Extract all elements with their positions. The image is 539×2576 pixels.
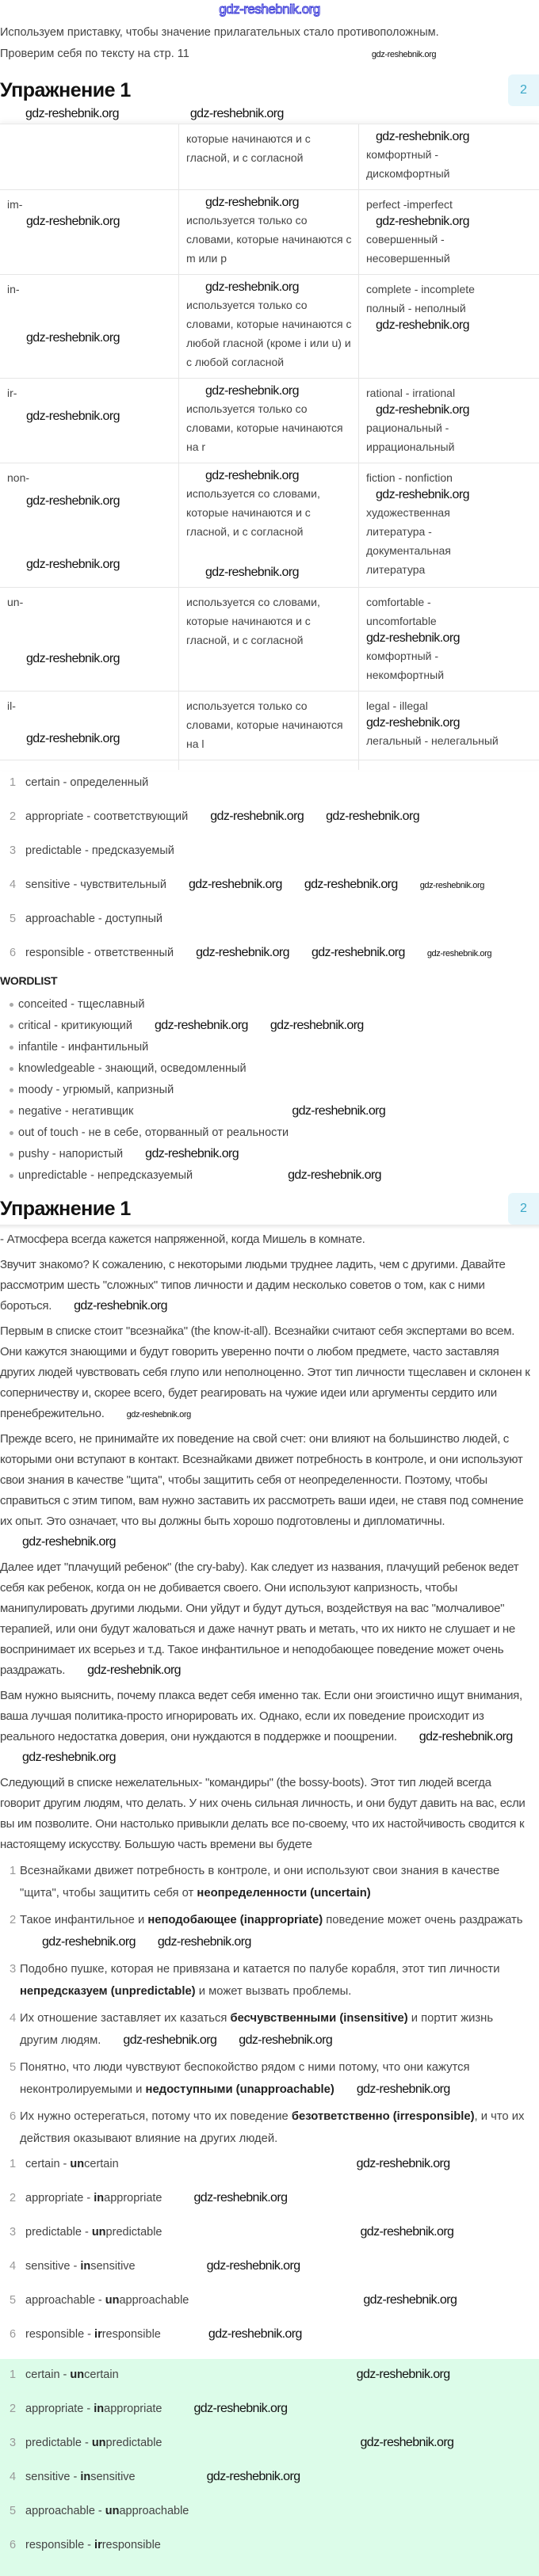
table-row bbox=[0, 190, 539, 275]
item-number: 2 bbox=[10, 810, 17, 823]
item-number: 6 bbox=[10, 2110, 17, 2123]
section-1-page-badge[interactable]: 2 bbox=[508, 74, 539, 106]
rule-text: используется со словами, которые начинаются и с гласной, и с согласной bbox=[186, 596, 320, 646]
item-number: 1 bbox=[10, 2158, 17, 2170]
watermark: gdz-reshebnik.org bbox=[376, 318, 469, 332]
prefix-text: ir- bbox=[7, 387, 17, 399]
watermark: gdz-reshebnik.org bbox=[26, 732, 120, 745]
answer-item bbox=[0, 2105, 533, 2150]
answer-highlight: бесчувственными (insensitive) bbox=[230, 2012, 408, 2025]
rule-text: которые начинаются и с гласной, и с согласной bbox=[186, 132, 311, 164]
prefix-cell bbox=[0, 463, 179, 587]
answer-highlight: неподобающее (inappropriate) bbox=[147, 1914, 323, 1926]
watermark: gdz-reshebnik.org bbox=[270, 1019, 364, 1032]
item-text: responsible - ответственный bbox=[25, 947, 174, 959]
item-text: approachable - доступный bbox=[25, 913, 162, 925]
wordlist-item bbox=[0, 1103, 539, 1124]
paragraph bbox=[0, 1229, 533, 1250]
item-number: 5 bbox=[10, 2294, 17, 2307]
bullet-icon bbox=[10, 1131, 13, 1135]
watermark: gdz-reshebnik.org bbox=[22, 1751, 116, 1764]
pair-prefix: un bbox=[105, 2294, 120, 2307]
answer-text: Понятно, что люди чувствуют беспокойство рядом с ними потому, что они кажутся неконтролируемыми и bbox=[20, 2061, 470, 2096]
watermark: gdz-reshebnik.org bbox=[205, 384, 299, 398]
item-number: 5 bbox=[10, 913, 17, 925]
wordlist-title: WORDLIST bbox=[0, 974, 58, 987]
paragraph bbox=[0, 1255, 533, 1317]
rule-cell bbox=[179, 275, 359, 378]
wordlist-text: out of touch - не в себе, оторванный от реальности bbox=[18, 1126, 289, 1139]
paragraph-text: Вам нужно выяснить, почему плакса ведет себя именно так. Если они эгоистично ищут внимания, ваша лучшая политика-просто игнорировать их. Однако, если их поведение происходит из реального недостатка доверия, они нуждаются в поддержке и поощрении. bbox=[0, 1689, 522, 1743]
watermark: gdz-reshebnik.org bbox=[26, 652, 120, 665]
item-number: 3 bbox=[10, 2226, 17, 2239]
item-number: 6 bbox=[10, 947, 17, 959]
prefix-cell bbox=[0, 124, 179, 189]
section-2-title: Упражнение 1 bbox=[0, 1198, 131, 1220]
list-item bbox=[0, 943, 539, 967]
rule-cell bbox=[179, 692, 359, 760]
watermark: gdz-reshebnik.org bbox=[145, 1147, 239, 1160]
prefix-cell bbox=[0, 190, 179, 274]
prefix-table bbox=[0, 124, 539, 770]
pair-prefix: in bbox=[94, 2192, 105, 2204]
pair-base: predictable - bbox=[25, 2437, 92, 2449]
article-text bbox=[0, 1229, 533, 1855]
item-number: 4 bbox=[10, 2260, 17, 2273]
watermark: gdz-reshebnik.org bbox=[363, 2293, 457, 2307]
pair-item bbox=[0, 2325, 539, 2359]
prefix-text: non- bbox=[7, 471, 30, 484]
empty-cell bbox=[0, 760, 179, 770]
watermark: gdz-reshebnik.org bbox=[193, 2191, 288, 2204]
item-number: 3 bbox=[10, 2437, 17, 2449]
section-2-header bbox=[0, 1193, 539, 1225]
example-ru: комфортный - некомфортный bbox=[366, 650, 445, 681]
example-en: fiction - nonfiction bbox=[366, 471, 453, 484]
pair-item bbox=[0, 2365, 539, 2399]
paragraph-text: Прежде всего, не принимайте их поведение на свой счет: они влияют на большинство людей, с которыми они вступают в контакт. Всезнайками движет потребность в контроле, и они используют свои знания в качестве "щита", чтобы защитить себя от неопределенности. Поэтому, чтобы справиться с этим типом, вам нужно заставить их рассмотреть ваши идеи, не ставя под сомнение их опыт. Это означает, что вы должны быть хорошо подготовлены и дипломатичны. bbox=[0, 1432, 524, 1528]
empty-cell bbox=[359, 760, 539, 770]
watermark: gdz-reshebnik.org bbox=[356, 2083, 450, 2096]
watermark: gdz-reshebnik.org bbox=[288, 1168, 381, 1182]
list-item bbox=[0, 807, 539, 841]
intro-line-2: Проверим себя по тексту на стр. 11 bbox=[0, 48, 189, 60]
rule-cell bbox=[179, 124, 359, 189]
pair-base: certain - bbox=[25, 2368, 71, 2381]
answer-body bbox=[0, 1909, 533, 1953]
watermark: gdz-reshebnik.org bbox=[154, 1019, 248, 1032]
answer-text: и портит жизнь другим людям. bbox=[20, 2012, 494, 2047]
table-row bbox=[0, 379, 539, 463]
example-ru: рациональный - иррациональный bbox=[366, 421, 455, 453]
watermark: gdz-reshebnik.org bbox=[210, 810, 304, 823]
wordlist-text: infantile - инфантильный bbox=[18, 1041, 149, 1054]
watermark: gdz-reshebnik.org bbox=[206, 2259, 300, 2273]
answer-highlight: безответственно (irresponsible) bbox=[291, 2110, 475, 2123]
prefix-cell bbox=[0, 588, 179, 691]
section-1-header bbox=[0, 74, 539, 106]
item-number: 6 bbox=[10, 2328, 17, 2341]
item-number: 5 bbox=[10, 2061, 17, 2074]
answer-text: Подобно пушке, которая не привязана и катается по палубе корабля, этот тип личности bbox=[20, 1963, 500, 1976]
pair-rest: appropriate bbox=[104, 2192, 162, 2204]
watermark: gdz-reshebnik.org bbox=[376, 215, 469, 228]
wordlist-text: pushy - напористый bbox=[18, 1148, 124, 1160]
wordlist-text: knowledgeable - знающий, осведомленный bbox=[18, 1062, 247, 1075]
wordlist-item bbox=[0, 1038, 539, 1060]
pair-rest: certain bbox=[84, 2158, 119, 2170]
example-en: perfect -imperfect bbox=[366, 198, 453, 211]
bullet-icon bbox=[10, 1088, 13, 1092]
rule-text: используется только со словами, которые начинаются на r bbox=[186, 402, 343, 453]
item-number: 2 bbox=[10, 1914, 17, 1926]
bullet-icon bbox=[10, 1024, 13, 1028]
rule-cell bbox=[179, 379, 359, 463]
bullet-icon bbox=[10, 1153, 13, 1157]
item-number: 1 bbox=[10, 776, 17, 789]
answer-text: Всезнайками движет потребность в контроле, и они используют свои знания в качестве "щита", чтобы защитить себя от bbox=[20, 1865, 500, 1900]
watermark: gdz-reshebnik.org bbox=[205, 566, 299, 579]
answer-highlight: непредсказуем (unpredictable) bbox=[20, 1985, 196, 1998]
wordlist-text: unpredictable - непредсказуемый bbox=[18, 1169, 193, 1182]
list-item bbox=[0, 841, 539, 875]
paragraph bbox=[0, 1429, 533, 1553]
section-2-page-badge[interactable]: 2 bbox=[508, 1193, 539, 1225]
answer-item bbox=[0, 1860, 533, 1904]
pair-prefix: un bbox=[91, 2437, 106, 2449]
item-number: 6 bbox=[10, 2539, 17, 2551]
item-number: 2 bbox=[10, 2192, 17, 2204]
watermark: gdz-reshebnik.org bbox=[376, 403, 469, 417]
item-number: 4 bbox=[10, 2012, 17, 2025]
pair-rest: certain bbox=[84, 2368, 119, 2381]
item-number: 1 bbox=[10, 1865, 17, 1877]
wordlist bbox=[0, 996, 539, 1188]
answer-text: Такое инфантильное и bbox=[20, 1914, 148, 1926]
example-en: complete - incomplete bbox=[366, 283, 475, 295]
answer-item bbox=[0, 2007, 533, 2052]
prefix-cell bbox=[0, 379, 179, 463]
watermark: gdz-reshebnik.org bbox=[74, 1299, 167, 1313]
wordlist-item bbox=[0, 1167, 539, 1188]
prefix-text: un- bbox=[7, 596, 24, 608]
pair-rest: predictable bbox=[105, 2226, 162, 2239]
pair-prefix: un bbox=[70, 2158, 85, 2170]
watermark: gdz-reshebnik.org bbox=[126, 1410, 191, 1419]
item-number: 3 bbox=[10, 844, 17, 857]
item-text: certain - определенный bbox=[25, 776, 149, 789]
watermark: gdz-reshebnik.org bbox=[356, 2368, 450, 2381]
example-cell bbox=[359, 124, 539, 189]
watermark: gdz-reshebnik.org bbox=[26, 410, 120, 423]
item-number: 1 bbox=[10, 2368, 17, 2381]
watermark: gdz-reshebnik.org bbox=[326, 810, 419, 823]
watermark: gdz-reshebnik.org bbox=[26, 215, 120, 228]
prefix-cell bbox=[0, 692, 179, 760]
watermark: gdz-reshebnik.org bbox=[205, 196, 299, 209]
watermark: gdz-reshebnik.org bbox=[356, 2157, 450, 2170]
pair-prefix: in bbox=[80, 2471, 91, 2483]
intro-line-1: Используем приставку, чтобы значение прилагательных стало противоположным. bbox=[0, 26, 439, 39]
watermark: gdz-reshebnik.org bbox=[292, 1104, 386, 1118]
rule-text: используется только со словами, которые начинаются с m или p bbox=[186, 214, 352, 265]
pair-base: sensitive - bbox=[25, 2471, 81, 2483]
wordlist-item bbox=[0, 996, 539, 1017]
pair-prefix: ir bbox=[94, 2539, 102, 2551]
pair-prefix: in bbox=[94, 2403, 105, 2415]
example-cell bbox=[359, 379, 539, 463]
pair-prefix: ir bbox=[94, 2328, 102, 2341]
example-cell bbox=[359, 275, 539, 378]
rule-text: используется со словами, которые начинаются и с гласной, и с согласной bbox=[186, 487, 320, 538]
watermark: gdz-reshebnik.org bbox=[208, 2327, 302, 2341]
pair-rest: responsible bbox=[101, 2539, 161, 2551]
watermark: gdz-reshebnik.org bbox=[376, 130, 469, 143]
example-cell bbox=[359, 463, 539, 587]
watermark: gdz-reshebnik.org bbox=[196, 946, 289, 959]
watermark: gdz-reshebnik.org bbox=[239, 2033, 333, 2047]
wordlist-item bbox=[0, 1017, 539, 1038]
item-number: 4 bbox=[10, 878, 17, 891]
example-ru: комфортный - дискомфортный bbox=[366, 148, 450, 180]
watermark: gdz-reshebnik.org bbox=[189, 107, 284, 120]
pair-item bbox=[0, 2502, 539, 2536]
pair-rest: predictable bbox=[105, 2437, 162, 2449]
bullet-icon bbox=[10, 1003, 13, 1007]
rule-cell bbox=[179, 463, 359, 587]
watermark: gdz-reshebnik.org bbox=[419, 1730, 513, 1743]
watermark: gdz-reshebnik.org bbox=[205, 469, 299, 482]
item-number: 4 bbox=[10, 2471, 17, 2483]
paragraph-text: Далее идет "плачущий ребенок" (the cry-baby). Как следует из названия, плачущий ребенок ведет себя как ребенок, когда он не добивается своего. Они используют капризность, чтобы манипулировать другими людьми. Они уйдут и будут дуться, воздействуя на вас "молчаливое" терапией, или они будут жаловаться и даже начнут рвать и метать, что их никто не слушает и не воспринимает их всерьез и т.д. Такое инфантильное и неподобающее поведение может очень раздражать. bbox=[0, 1560, 519, 1677]
answer-text: поведение может очень раздражать bbox=[323, 1914, 523, 1926]
watermark: gdz-reshebnik.org bbox=[26, 558, 120, 571]
section-1-title: Упражнение 1 bbox=[0, 79, 131, 101]
paragraph-text: Звучит знакомо? К сожалению, с некоторыми людьми труднее ладить, чем с другими. Давайте рассмотрим шесть "сложных" типов личности и дадим несколько советов о том, как с ними бороться. bbox=[0, 1258, 506, 1313]
wordlist-item bbox=[0, 1124, 539, 1145]
item-text: predictable - предсказуемый bbox=[25, 844, 174, 857]
answer-item bbox=[0, 2056, 533, 2101]
pair-prefix: in bbox=[80, 2260, 91, 2273]
paragraph bbox=[0, 1773, 533, 1855]
paragraph-text: Первым в списке стоит "всезнайка" (the know-it-all). Всезнайки считают себя экспертами во всем. Они кажутся знающими и будут говорить уверенно почти о любом предмете, часто заставляя других людей чувствовать себя глупо или неполноценно. Этот тип личности тщеславен и склонен к соперничеству и, скорее всего, будет реагировать на чужие идеи или аргументы сердито или пренебрежительно. bbox=[0, 1324, 530, 1420]
table-row bbox=[0, 588, 539, 692]
rule-cell bbox=[179, 190, 359, 274]
pair-item bbox=[0, 2189, 539, 2223]
watermark: gdz-reshebnik.org bbox=[206, 2470, 300, 2483]
watermark-row bbox=[0, 106, 539, 124]
wordlist-item bbox=[0, 1081, 539, 1103]
watermark: gdz-reshebnik.org bbox=[360, 2225, 454, 2239]
prefix-text: in- bbox=[7, 283, 20, 295]
example-cell bbox=[359, 190, 539, 274]
example-en: comfortable - uncomfortable bbox=[366, 596, 437, 627]
watermark: gdz-reshebnik.org bbox=[360, 2436, 454, 2449]
answer-text: и может вызвать проблемы. bbox=[195, 1985, 352, 1998]
prefix-cell bbox=[0, 275, 179, 378]
watermark: gdz-reshebnik.org bbox=[419, 881, 484, 890]
answer-box bbox=[0, 2359, 539, 2576]
answer-body bbox=[0, 1860, 533, 1904]
item-number: 5 bbox=[10, 2505, 17, 2517]
rule-text: используется только со словами, которые начинаются с любой гласной (кроме i или u) и с любой согласной bbox=[186, 299, 352, 368]
example-ru: совершенный - несовершенный bbox=[366, 233, 450, 265]
pair-base: appropriate - bbox=[25, 2403, 94, 2415]
watermark: gdz-reshebnik.org bbox=[25, 107, 119, 120]
rule-text: используется только со словами, которые начинаются на l bbox=[186, 699, 343, 750]
pair-rest: sensitive bbox=[90, 2471, 136, 2483]
answer-highlight: неопределенности (uncertain) bbox=[197, 1887, 371, 1900]
pair-base: approachable - bbox=[25, 2294, 105, 2307]
intro-line-2-row bbox=[0, 44, 539, 65]
prefix-text: im- bbox=[7, 198, 23, 211]
watermark: gdz-reshebnik.org bbox=[157, 1935, 251, 1949]
pair-base: responsible - bbox=[25, 2539, 95, 2551]
pair-rest: sensitive bbox=[90, 2260, 136, 2273]
site-logo-watermark: gdz-reshebnik.org bbox=[219, 2, 320, 17]
paragraph bbox=[0, 1557, 533, 1681]
watermark: gdz-reshebnik.org bbox=[304, 878, 398, 891]
pair-prefix: un bbox=[91, 2226, 106, 2239]
example-en: rational - irrational bbox=[366, 387, 456, 399]
answer-text: , и что их действия оказывают влияние на других людей. bbox=[20, 2110, 525, 2145]
list-item bbox=[0, 773, 539, 807]
answer-item bbox=[0, 1909, 533, 1953]
pair-rest: appropriate bbox=[104, 2403, 162, 2415]
answer-body bbox=[0, 2007, 533, 2052]
table-row bbox=[0, 124, 539, 190]
wordlist-text: critical - критикующий bbox=[18, 1019, 132, 1032]
watermark: gdz-reshebnik.org bbox=[42, 1935, 136, 1949]
watermark: gdz-reshebnik.org bbox=[371, 50, 437, 59]
table-row-partial bbox=[0, 760, 539, 770]
watermark: gdz-reshebnik.org bbox=[205, 280, 299, 294]
paragraph-text: Следующий в списке нежелательных- "командиры" (the bossy-boots). Этот тип людей всегда говорит другим людям, что делать. У них очень сильная личность, и они будут давить на вас, если вы им позволите. Они настолько привыкли делать все по-своему, что их настойчивость сводится к настоящему искусству. Большую часть времени вы будете bbox=[0, 1776, 526, 1851]
pair-rest: responsible bbox=[101, 2328, 161, 2341]
rule-cell bbox=[179, 588, 359, 691]
watermark: gdz-reshebnik.org bbox=[193, 2402, 288, 2415]
pair-prefix: un bbox=[105, 2505, 120, 2517]
answer-text: Их нужно остерегаться, потому что их поведение bbox=[20, 2110, 292, 2123]
watermark: gdz-reshebnik.org bbox=[26, 331, 120, 345]
bullet-icon bbox=[10, 1046, 13, 1050]
example-cell bbox=[359, 588, 539, 691]
example-ru: полный - неполный bbox=[366, 302, 466, 314]
pair-item bbox=[0, 2433, 539, 2467]
paragraph bbox=[0, 1321, 533, 1424]
example-cell bbox=[359, 692, 539, 760]
watermark: gdz-reshebnik.org bbox=[26, 494, 120, 508]
wordlist-text: moody - угрюмый, капризный bbox=[18, 1084, 174, 1096]
item-number: 3 bbox=[10, 1963, 17, 1976]
answers-list bbox=[0, 1860, 539, 2150]
pair-base: responsible - bbox=[25, 2328, 95, 2341]
answer-body bbox=[0, 1958, 533, 2002]
pairs-list bbox=[0, 2155, 539, 2359]
watermark: gdz-reshebnik.org bbox=[426, 949, 492, 958]
pair-prefix: un bbox=[70, 2368, 85, 2381]
example-en: legal - illegal bbox=[366, 699, 428, 712]
answer-item bbox=[0, 1958, 533, 2002]
example-ru: художественная литература - документальная литература bbox=[366, 506, 451, 576]
pair-base: predictable - bbox=[25, 2226, 92, 2239]
answer-body bbox=[0, 2056, 533, 2101]
item-text: sensitive - чувствительный bbox=[25, 878, 166, 891]
answer-body bbox=[0, 2105, 533, 2150]
pair-rest: approachable bbox=[119, 2505, 189, 2517]
bullet-icon bbox=[10, 1067, 13, 1071]
translation-list bbox=[0, 773, 539, 967]
wordlist-text: negative - негативщик bbox=[18, 1105, 134, 1118]
answer-highlight: недоступными (unapproachable) bbox=[145, 2083, 334, 2096]
watermark: gdz-reshebnik.org bbox=[188, 878, 282, 891]
item-number: 2 bbox=[10, 2403, 17, 2415]
pair-base: approachable - bbox=[25, 2505, 105, 2517]
watermark: gdz-reshebnik.org bbox=[87, 1663, 181, 1677]
pair-item bbox=[0, 2223, 539, 2257]
pair-item bbox=[0, 2257, 539, 2291]
wordlist-item bbox=[0, 1145, 539, 1167]
pair-base: certain - bbox=[25, 2158, 71, 2170]
pair-item bbox=[0, 2291, 539, 2325]
wordlist-item bbox=[0, 1060, 539, 1081]
pair-item bbox=[0, 2399, 539, 2433]
table-row bbox=[0, 692, 539, 760]
list-item bbox=[0, 909, 539, 943]
paragraph-text: - Атмосфера всегда кажется напряженной, когда Мишель в комнате. bbox=[0, 1233, 365, 1246]
watermark: gdz-reshebnik.org bbox=[22, 1535, 116, 1549]
pair-rest: approachable bbox=[119, 2294, 189, 2307]
bullet-icon bbox=[10, 1174, 13, 1178]
watermark: gdz-reshebnik.org bbox=[366, 716, 460, 730]
prefix-text: il- bbox=[7, 699, 16, 712]
pair-item bbox=[0, 2536, 539, 2570]
table-row bbox=[0, 463, 539, 588]
answer-text: Их отношение заставляет их казаться bbox=[20, 2012, 231, 2025]
pair-base: appropriate - bbox=[25, 2192, 94, 2204]
table-row bbox=[0, 275, 539, 379]
pair-item bbox=[0, 2467, 539, 2502]
bullet-icon bbox=[10, 1110, 13, 1114]
item-text: appropriate - соответствующий bbox=[25, 810, 189, 823]
paragraph bbox=[0, 1686, 533, 1768]
watermark: gdz-reshebnik.org bbox=[123, 2033, 217, 2047]
wordlist-text: conceited - тщеславный bbox=[18, 998, 145, 1011]
list-item bbox=[0, 875, 539, 909]
watermark: gdz-reshebnik.org bbox=[376, 488, 469, 501]
empty-cell bbox=[179, 760, 359, 770]
pair-item bbox=[0, 2155, 539, 2189]
example-ru: легальный - нелегальный bbox=[366, 734, 499, 747]
pair-base: sensitive - bbox=[25, 2260, 81, 2273]
watermark: gdz-reshebnik.org bbox=[311, 946, 405, 959]
watermark: gdz-reshebnik.org bbox=[366, 631, 460, 645]
